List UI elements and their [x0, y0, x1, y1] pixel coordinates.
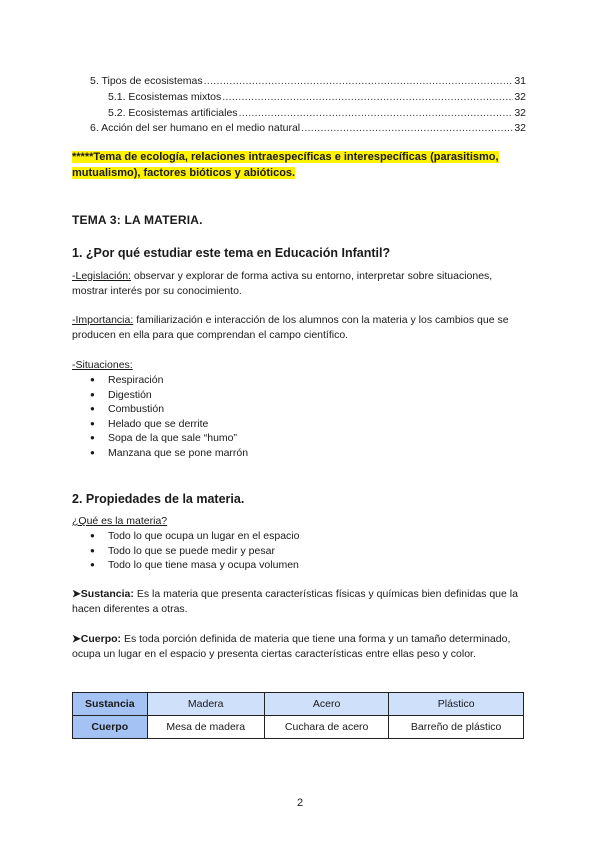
toc-entry-label: 5.2. Ecosistemas artificiales — [108, 107, 238, 119]
list-item: ● Todo lo que tiene masa y ocupa volumen — [72, 558, 299, 573]
table-cell: Mesa de madera — [147, 716, 264, 739]
toc-entry-page: 32 — [514, 122, 526, 134]
sustancia-text: Es la materia que presenta características físicas y químicas bien definidas que la hacen diferentes a otras. — [72, 588, 518, 615]
table-cell: Madera — [147, 693, 264, 716]
list-item: ● Manzana que se pone marrón — [72, 446, 248, 461]
situaciones-label: -Situaciones: — [72, 359, 133, 371]
list-item: ● Digestión — [72, 388, 248, 403]
table-cell: Sustancia — [73, 693, 148, 716]
legislacion-text: observar y explorar de forma activa su entorno, interpretar sobre situaciones, mostrar interés por su conocimiento. — [72, 270, 493, 297]
sustancia-cuerpo-table — [72, 692, 524, 739]
table-row — [73, 716, 524, 739]
cuerpo-paragraph — [72, 632, 528, 662]
situaciones-list — [72, 373, 248, 461]
sustancia-label: ➤Sustancia: — [72, 588, 134, 600]
legislacion-paragraph — [72, 269, 528, 299]
toc-entry[interactable] — [108, 91, 526, 104]
cuerpo-text: Es toda porción definida de materia que tiene una forma y un tamaño determinado, ocupa un lugar en el espacio y presenta ciertas características entre ellas peso y color. — [72, 633, 511, 660]
importancia-paragraph — [72, 313, 528, 343]
table-cell: Barreño de plástico — [389, 716, 524, 739]
toc-entry-label: 5. Tipos de ecosistemas — [90, 75, 203, 87]
tema-title: TEMA 3: LA MATERIA. — [72, 213, 203, 227]
list-item: ● Todo lo que se puede medir y pesar — [72, 544, 299, 559]
legislacion-label: -Legislación: — [72, 270, 131, 282]
list-item: ● Respiración — [72, 373, 248, 388]
materia-list — [72, 529, 299, 573]
section2-heading: 2. Propiedades de la materia. — [72, 492, 245, 506]
importancia-text: familiarización e interacción de los alumnos con la materia y los cambios que se producen en ella para que comprendan el campo científico. — [72, 314, 509, 341]
toc-entry[interactable] — [90, 122, 526, 135]
toc-entry-page: 31 — [514, 75, 526, 87]
section1-heading: 1. ¿Por qué estudiar este tema en Educación Infantil? — [72, 246, 391, 260]
importancia-label: -Importancia: — [72, 314, 134, 326]
toc-entry-label: 5.1. Ecosistemas mixtos — [108, 91, 222, 103]
list-item: ● Todo lo que ocupa un lugar en el espacio — [72, 529, 299, 544]
highlighted-note: *****Tema de ecología, relaciones intraespecíficas e interespecíficas (parasitismo, mutualismo), factores bióticos y abióticos. — [72, 151, 499, 179]
toc-entry-page: 32 — [514, 91, 526, 103]
cuerpo-label: ➤Cuerpo: — [72, 633, 122, 645]
toc-entry[interactable] — [108, 107, 526, 120]
table-cell: Plástico — [389, 693, 524, 716]
table-cell: Cuchara de acero — [264, 716, 388, 739]
table-cell: Cuerpo — [73, 716, 148, 739]
list-item: ● Sopa de la que sale “humo” — [72, 431, 248, 446]
page-number: 2 — [296, 797, 304, 809]
list-item: ● Combustión — [72, 402, 248, 417]
table-cell: Acero — [264, 693, 388, 716]
toc-entry-label: 6. Acción del ser humano en el medio natural — [90, 122, 301, 134]
toc-entry[interactable] — [90, 75, 526, 88]
list-item: ● Helado que se derrite — [72, 417, 248, 432]
toc-entry-page: 32 — [514, 107, 526, 119]
sustancia-paragraph — [72, 587, 528, 617]
table-row — [73, 693, 524, 716]
materia-question: ¿Qué es la materia? — [72, 515, 168, 527]
